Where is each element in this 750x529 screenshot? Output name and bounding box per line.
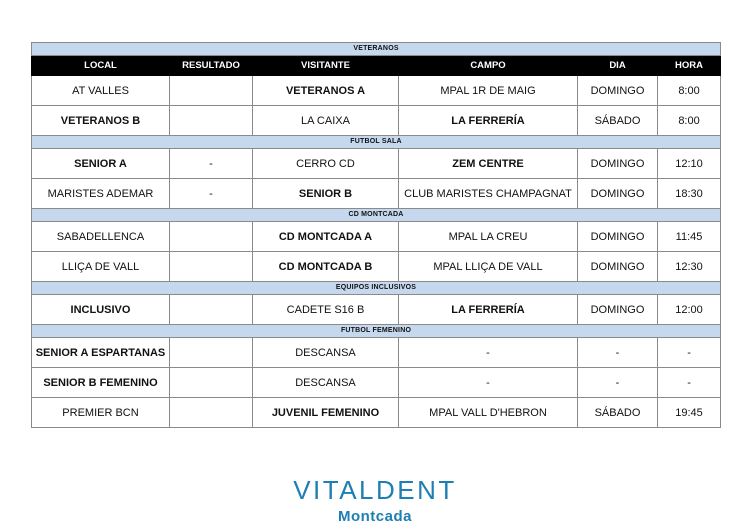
cell-visitante: CADETE S16 B [253, 295, 399, 325]
cell-resultado: - [170, 179, 253, 209]
cell-hora: 12:30 [658, 252, 721, 282]
cell-visitante: DESCANSA [253, 338, 399, 368]
section-title: VETERANOS [32, 43, 721, 56]
column-header-local: LOCAL [32, 56, 170, 76]
table-row [32, 398, 721, 428]
cell-campo: LA FERRERÍA [399, 106, 578, 136]
cell-local: AT VALLES [32, 76, 170, 106]
cell-local: MARISTES ADEMAR [32, 179, 170, 209]
logo-brand: VITALDENT [293, 475, 457, 505]
section-header-row [32, 282, 721, 295]
cell-dia: DOMINGO [578, 76, 658, 106]
section-header-row [32, 325, 721, 338]
cell-dia: SÁBADO [578, 398, 658, 428]
cell-local: SENIOR A ESPARTANAS [32, 338, 170, 368]
table-row [32, 252, 721, 282]
cell-local: SENIOR B FEMENINO [32, 368, 170, 398]
cell-campo: - [399, 338, 578, 368]
table-row [32, 149, 721, 179]
cell-visitante: DESCANSA [253, 368, 399, 398]
cell-local: SENIOR A [32, 149, 170, 179]
cell-local: SABADELLENCA [32, 222, 170, 252]
cell-resultado [170, 295, 253, 325]
section-title: EQUIPOS INCLUSIVOS [32, 282, 721, 295]
cell-campo: - [399, 368, 578, 398]
cell-visitante: VETERANOS A [253, 76, 399, 106]
cell-resultado [170, 398, 253, 428]
cell-hora: 11:45 [658, 222, 721, 252]
cell-resultado [170, 222, 253, 252]
cell-visitante: LA CAIXA [253, 106, 399, 136]
cell-resultado [170, 368, 253, 398]
section-title: CD MONTCADA [32, 209, 721, 222]
sponsor-logo [0, 476, 750, 526]
cell-dia: DOMINGO [578, 222, 658, 252]
column-header-campo: CAMPO [399, 56, 578, 76]
cell-hora: 19:45 [658, 398, 721, 428]
cell-hora: 8:00 [658, 106, 721, 136]
table-row [32, 368, 721, 398]
table-row [32, 179, 721, 209]
column-header-hora: HORA [658, 56, 721, 76]
cell-visitante: JUVENIL FEMENINO [253, 398, 399, 428]
cell-dia: DOMINGO [578, 149, 658, 179]
cell-hora: - [658, 368, 721, 398]
section-header-row [32, 136, 721, 149]
cell-local: PREMIER BCN [32, 398, 170, 428]
section-title: FUTBOL FEMENINO [32, 325, 721, 338]
cell-campo: MPAL 1R DE MAIG [399, 76, 578, 106]
cell-hora: 12:00 [658, 295, 721, 325]
cell-hora: - [658, 338, 721, 368]
cell-resultado: - [170, 149, 253, 179]
table-row [32, 295, 721, 325]
cell-resultado [170, 106, 253, 136]
cell-campo: LA FERRERÍA [399, 295, 578, 325]
logo-city: Montcada [337, 508, 412, 525]
cell-visitante: CD MONTCADA A [253, 222, 399, 252]
table-row [32, 106, 721, 136]
cell-visitante: CD MONTCADA B [253, 252, 399, 282]
cell-visitante: CERRO CD [253, 149, 399, 179]
cell-hora: 18:30 [658, 179, 721, 209]
cell-local: INCLUSIVO [32, 295, 170, 325]
schedule-table [31, 42, 721, 428]
cell-campo: CLUB MARISTES CHAMPAGNAT [399, 179, 578, 209]
column-header-dia: DIA [578, 56, 658, 76]
column-header-visitante: VISITANTE [253, 56, 399, 76]
cell-local: VETERANOS B [32, 106, 170, 136]
table-row [32, 222, 721, 252]
table-row [32, 338, 721, 368]
cell-resultado [170, 252, 253, 282]
column-header-row [32, 56, 721, 76]
cell-hora: 8:00 [658, 76, 721, 106]
cell-campo: ZEM CENTRE [399, 149, 578, 179]
cell-dia: DOMINGO [578, 252, 658, 282]
cell-campo: MPAL VALL D'HEBRON [399, 398, 578, 428]
cell-visitante: SENIOR B [253, 179, 399, 209]
cell-dia: DOMINGO [578, 179, 658, 209]
section-header-row [32, 209, 721, 222]
cell-resultado [170, 338, 253, 368]
cell-hora: 12:10 [658, 149, 721, 179]
cell-local: LLIÇA DE VALL [32, 252, 170, 282]
column-header-resultado: RESULTADO [170, 56, 253, 76]
section-header-row [32, 43, 721, 56]
cell-campo: MPAL LA CREU [399, 222, 578, 252]
cell-dia: SÁBADO [578, 106, 658, 136]
cell-dia: DOMINGO [578, 295, 658, 325]
cell-dia: - [578, 338, 658, 368]
cell-dia: - [578, 368, 658, 398]
section-title: FUTBOL SALA [32, 136, 721, 149]
cell-resultado [170, 76, 253, 106]
cell-campo: MPAL LLIÇA DE VALL [399, 252, 578, 282]
table-row [32, 76, 721, 106]
